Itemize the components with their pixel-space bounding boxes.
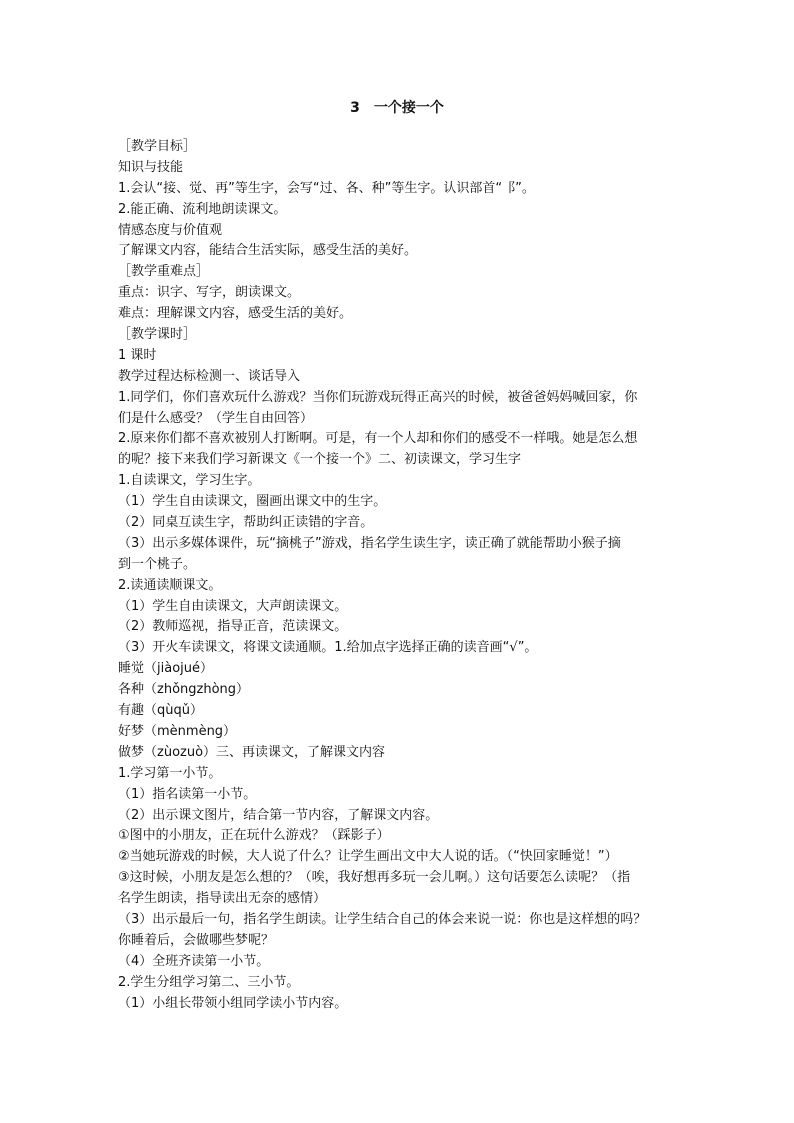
- text-line: 1 课时: [118, 347, 157, 363]
- section-heading-class-hours: ［教学课时］: [118, 327, 197, 343]
- text-line: （1）学生自由读课文，圈画出课文中的生字。: [118, 494, 387, 510]
- page-title: 3 一个接一个: [350, 100, 444, 116]
- document-body: [118, 137, 690, 1014]
- text-line: 2.原来你们都不喜欢被别人打断啊。可是，有一个人却和你们的感受不一样哦。她是怎么想: [118, 431, 638, 447]
- subheading-attitude: 情感态度与价值观: [118, 222, 223, 238]
- text-line: 2.读通读顺课文。: [118, 577, 222, 593]
- section-heading-objectives: ［教学目标］: [118, 139, 197, 154]
- pinyin-line: 做梦（zùozuò）三、再读课文，了解课文内容: [118, 744, 386, 760]
- pinyin-line: 好梦（mènmèng）: [118, 723, 237, 739]
- pinyin-line: 有趣（qùqǔ）: [118, 703, 203, 719]
- text-line: 2.学生分组学习第二、三小节。: [118, 974, 300, 990]
- text-line: （1）小组长带领小组同学读小节内容。: [118, 995, 348, 1011]
- text-line: 1.会认“接、觉、再”等生字，会写“过、各、种”等生字。认识部首“⻏”。: [118, 180, 535, 196]
- text-line: 的呢？接下来我们学习新课文《一个接一个》二、初读课文，学习生字: [118, 452, 522, 468]
- text-line: ①图中的小朋友，正在玩什么游戏？（踩影子）: [118, 828, 390, 844]
- text-line: （2）同桌互读生字，帮助纠正读错的字音。: [118, 515, 374, 531]
- text-line: （1）学生自由读课文，大声朗读课文。: [118, 598, 348, 614]
- text-line: 了解课文内容，能结合生活实际，感受生活的美好。: [118, 243, 418, 259]
- text-line: 难点：理解课文内容，感受生活的美好。: [118, 306, 353, 322]
- text-line: 1.学习第一小节。: [118, 765, 222, 781]
- text-line: （4）全班齐读第一小节。: [118, 953, 270, 969]
- text-line: 重点：识字、写字，朗读课文。: [118, 285, 301, 301]
- text-line: 1.同学们，你们喜欢玩什么游戏？当你们玩游戏玩得正高兴的时候，被爸爸妈妈喊回家，你: [118, 389, 638, 405]
- text-line: 1.自读课文，学习生字。: [118, 473, 261, 489]
- text-line: 名学生朗读，指导读出无奈的感情）: [118, 891, 327, 907]
- text-line: ③这时候，小朋友是怎么想的？（唉，我好想再多玩一会儿啊。）这句话要怎么读呢？（指: [118, 870, 631, 886]
- pinyin-line: 睡觉（jiàojué）: [118, 661, 213, 677]
- text-line: （3）开火车读课文，将课文读通顺。1.给加点字选择正确的读音画“√”。: [118, 640, 538, 656]
- subheading-knowledge: 知识与技能: [118, 159, 184, 175]
- pinyin-line: 各种（zhǒngzhòng）: [118, 682, 250, 698]
- text-line: ②当她玩游戏的时候，大人说了什么？让学生画出文中大人说的话。（“快回家睡觉！”）: [118, 849, 618, 865]
- text-line: 们是什么感受？（学生自由回答）: [118, 410, 314, 426]
- text-line: （2）出示课文图片，结合第一节内容，了解课文内容。: [118, 807, 439, 823]
- text-line: 到一个桃子。: [118, 556, 197, 572]
- text-line: （3）出示最后一句，指名学生朗读。让学生结合自己的体会来说一说：你也是这样想的吗？: [118, 911, 647, 927]
- section-heading-key-points: ［教学重难点］: [118, 264, 210, 280]
- text-line: 教学过程达标检测一、谈话导入: [118, 368, 301, 384]
- text-line: （1）指名读第一小节。: [118, 786, 257, 802]
- text-line: （2）教师巡视，指导正音，范读课文。: [118, 619, 348, 635]
- text-line: 你睡着后，会做哪些梦呢？: [118, 932, 275, 948]
- text-line: 2.能正确、流利地朗读课文。: [118, 201, 287, 217]
- text-line: （3）出示多媒体课件，玩“摘桃子”游戏，指名学生读生字，读正确了就能帮助小猴子摘: [118, 535, 621, 551]
